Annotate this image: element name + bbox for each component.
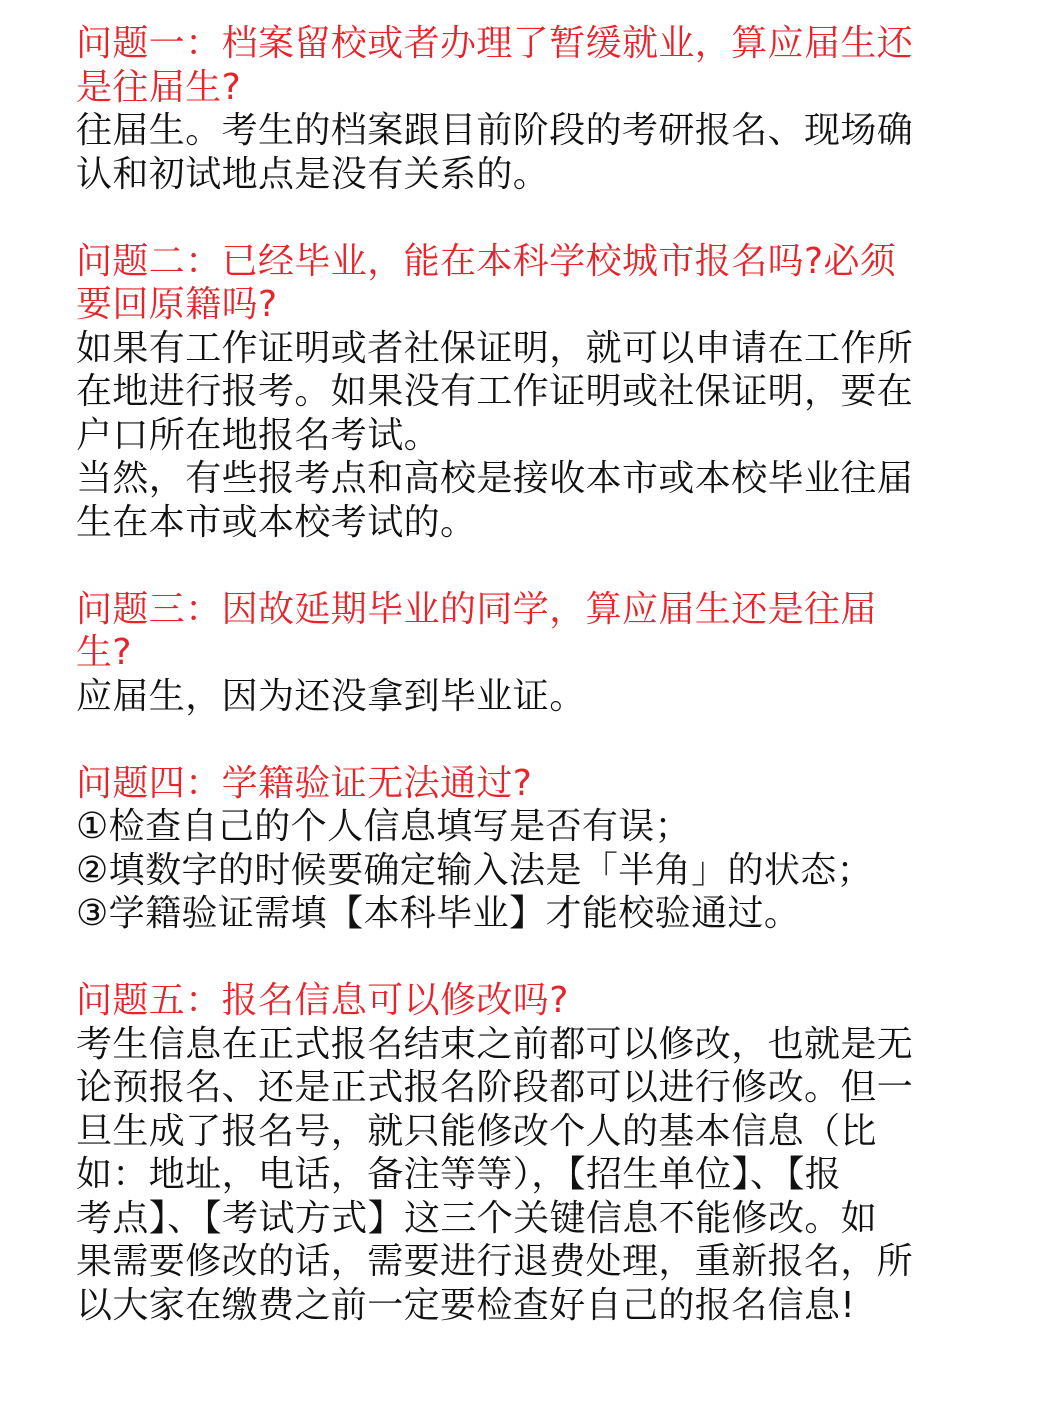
answer-line: 以大家在缴费之前一定要检查好自己的报名信息! <box>76 1284 856 1326</box>
answer-text <box>76 109 976 196</box>
question-heading <box>76 762 976 806</box>
faq-section-4 <box>76 762 976 936</box>
answer-line: 考点】、【考试方式】这三个关键信息不能修改。如 <box>76 1197 878 1239</box>
answer-line: 旦生成了报名号，就只能修改个人的基本信息（比 <box>76 1110 877 1152</box>
question-line: 问题一：档案留校或者办理了暂缓就业，算应届生还 <box>76 23 914 64</box>
question-line: 问题三：因故延期毕业的同学，算应届生还是往届 <box>76 588 877 630</box>
question-heading <box>76 22 976 109</box>
answer-line: ②填数字的时候要确定输入法是「半角」的状态； <box>76 849 874 891</box>
answer-line: 往届生。考生的档案跟目前阶段的考研报名、现场确 <box>76 110 914 151</box>
answer-line: 考生信息在正式报名结束之前都可以修改，也就是无 <box>76 1023 914 1065</box>
faq-section-1 <box>76 22 976 196</box>
section-spacer <box>76 936 976 980</box>
answer-line: 应届生，因为还没拿到毕业证。 <box>76 675 586 717</box>
question-line: 问题四：学籍验证无法通过? <box>76 762 533 804</box>
answer-text <box>76 1023 976 1328</box>
answer-line: ①检查自己的个人信息填写是否有误； <box>76 806 692 847</box>
question-line: 问题二：已经毕业，能在本科学校城市报名吗?必须 <box>76 240 897 282</box>
answer-line: 认和初试地点是没有关系的。 <box>76 153 550 195</box>
answer-line: 户口所在地报名考试。 <box>76 414 441 456</box>
question-heading <box>76 979 976 1023</box>
answer-text <box>76 327 976 545</box>
question-heading <box>76 240 976 327</box>
answer-line: 如：地址，电话，备注等等），【招生单位】、【报 <box>76 1154 842 1195</box>
question-line: 生? <box>76 632 132 673</box>
question-heading <box>76 588 976 675</box>
answer-line: 当然，有些报考点和高校是接收本市或本校毕业往届 <box>76 458 914 499</box>
faq-section-2 <box>76 240 976 545</box>
section-spacer <box>76 196 976 240</box>
answer-line: 如果有工作证明或者社保证明，就可以申请在工作所 <box>76 327 914 369</box>
answer-line: 生在本市或本校考试的。 <box>76 501 477 543</box>
answer-line: 论预报名、还是正式报名阶段都可以进行修改。但一 <box>76 1067 914 1108</box>
question-line: 问题五：报名信息可以修改吗? <box>76 980 569 1021</box>
section-spacer <box>76 718 976 762</box>
section-spacer <box>76 544 976 588</box>
answer-line: 果需要修改的话，需要进行退费处理，重新报名，所 <box>76 1241 914 1282</box>
faq-section-3 <box>76 588 976 719</box>
answer-line: 在地进行报考。如果没有工作证明或社保证明，要在 <box>76 371 914 412</box>
answer-text <box>76 805 976 936</box>
faq-section-5 <box>76 979 976 1327</box>
answer-line: ③学籍验证需填【本科毕业】才能校验通过。 <box>76 893 801 934</box>
question-line: 是往届生? <box>76 66 242 108</box>
answer-text <box>76 675 976 719</box>
question-line: 要回原籍吗? <box>76 284 278 325</box>
faq-document <box>76 22 976 1392</box>
